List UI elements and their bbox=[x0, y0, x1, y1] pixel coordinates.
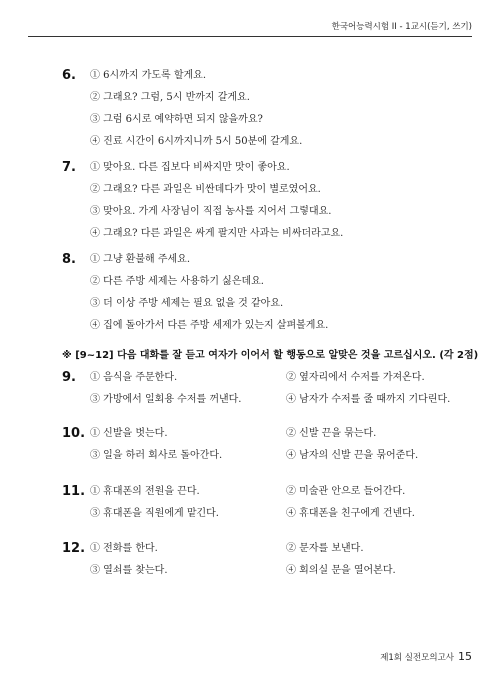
option-list bbox=[90, 160, 480, 248]
option-4[interactable]: ④ 남자가 수저를 줄 때까지 기다린다. bbox=[286, 394, 451, 405]
question-number: 10. bbox=[62, 426, 86, 441]
option-4[interactable]: ④ 집에 돌아가서 다른 주방 세제가 있는지 살펴볼게요. bbox=[90, 320, 329, 331]
option-3[interactable]: ③ 맞아요. 가게 사장님이 직접 농사를 지어서 그렇대요. bbox=[90, 206, 332, 217]
option-1[interactable]: ① 맞아요. 다른 집보다 비싸지만 맛이 좋아요. bbox=[90, 162, 290, 173]
section-instruction: ※ [9~12] 다음 대화를 잘 듣고 여자가 이어서 할 행동으로 알맞은 것을 고르십시오. (각 2점) bbox=[62, 350, 479, 361]
option-1[interactable]: ① 휴대폰의 전원을 끈다. bbox=[90, 486, 200, 497]
option-4[interactable]: ④ 남자의 신발 끈을 묶어준다. bbox=[286, 450, 419, 461]
question-number: 11. bbox=[62, 484, 86, 499]
option-2[interactable]: ② 문자를 보낸다. bbox=[286, 543, 364, 554]
option-list bbox=[90, 252, 480, 340]
option-4[interactable]: ④ 회의실 문을 열어본다. bbox=[286, 565, 396, 576]
page-number: 15 bbox=[458, 650, 472, 663]
page-header: 한국어능력시험 II - 1교시(듣기, 쓰기) bbox=[331, 22, 472, 32]
option-4[interactable]: ④ 휴대폰을 친구에게 건넨다. bbox=[286, 508, 415, 519]
header-divider bbox=[28, 36, 472, 37]
question-number: 8. bbox=[62, 252, 76, 267]
option-4[interactable]: ④ 그래요? 다른 과일은 싸게 팔지만 사과는 비싸더라고요. bbox=[90, 228, 344, 239]
option-3[interactable]: ③ 더 이상 주방 세제는 필요 없을 것 같아요. bbox=[90, 298, 284, 309]
option-3[interactable]: ③ 가방에서 일회용 수저를 꺼낸다. bbox=[90, 394, 242, 405]
option-1[interactable]: ① 신발을 벗는다. bbox=[90, 428, 168, 439]
option-1[interactable]: ① 음식을 주문한다. bbox=[90, 372, 178, 383]
option-grid bbox=[90, 541, 480, 585]
option-2[interactable]: ② 다른 주방 세제는 사용하기 싫은데요. bbox=[90, 276, 264, 287]
option-2[interactable]: ② 신발 끈을 묶는다. bbox=[286, 428, 377, 439]
option-1[interactable]: ① 6시까지 가도록 할게요. bbox=[90, 70, 207, 81]
option-2[interactable]: ② 옆자리에서 수저를 가져온다. bbox=[286, 372, 425, 383]
option-3[interactable]: ③ 일을 하러 회사로 돌아간다. bbox=[90, 450, 223, 461]
question-number: 12. bbox=[62, 541, 86, 556]
option-grid bbox=[90, 484, 480, 528]
option-1[interactable]: ① 전화를 한다. bbox=[90, 543, 158, 554]
question-number: 9. bbox=[62, 370, 76, 385]
option-3[interactable]: ③ 휴대폰을 직원에게 맡긴다. bbox=[90, 508, 219, 519]
option-grid bbox=[90, 426, 480, 470]
option-1[interactable]: ① 그냥 환불해 주세요. bbox=[90, 254, 190, 265]
option-list bbox=[90, 68, 480, 156]
footer-label: 제1회 실전모의고사 bbox=[380, 653, 454, 663]
option-2[interactable]: ② 미술관 안으로 들어간다. bbox=[286, 486, 406, 497]
option-grid bbox=[90, 370, 480, 414]
option-3[interactable]: ③ 그럼 6시로 예약하면 되지 않을까요? bbox=[90, 114, 263, 125]
question-number: 7. bbox=[62, 160, 76, 175]
option-2[interactable]: ② 그래요? 다른 과일은 비싼데다가 맛이 별로였어요. bbox=[90, 184, 321, 195]
option-2[interactable]: ② 그래요? 그럼, 5시 반까지 갈게요. bbox=[90, 92, 250, 103]
question-number: 6. bbox=[62, 68, 76, 83]
page-footer bbox=[380, 650, 472, 663]
option-4[interactable]: ④ 진료 시간이 6시까지니까 5시 50분에 갈게요. bbox=[90, 136, 303, 147]
option-3[interactable]: ③ 열쇠를 찾는다. bbox=[90, 565, 168, 576]
